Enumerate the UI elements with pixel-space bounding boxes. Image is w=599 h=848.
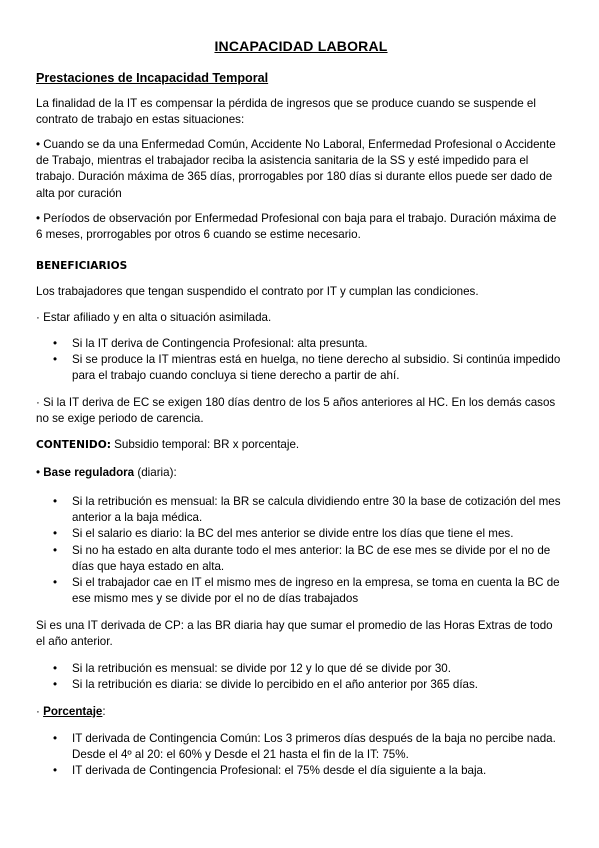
list-item: • Si el salario es diario: la BC del mes anterior se divide entre los días que tiene el mes.: [36, 526, 564, 542]
ec-paragraph: · Si la IT deriva de EC se exigen 180 días dentro de los 5 años anteriores al HC. En los demás casos no se exige periodo de carencia.: [36, 396, 556, 426]
document-title: INCAPACIDAD LABORAL: [214, 38, 388, 54]
list-item: • Si la retribución es mensual: la BR se calcula dividiendo entre 30 la base de cotización del mes anterior a la baja médica.: [36, 494, 564, 526]
section-subtitle: Prestaciones de Incapacidad Temporal: [36, 71, 269, 85]
situation-paragraph-1: • Cuando se da una Enfermedad Común, Accidente No Laboral, Enfermedad Profesional o Accidente de Trabajo, mientras el trabajador reciba la asistencia sanitaria de la SS y esté impedido para el trabajo. Duración máxima de 365 días, prorrogables por 180 días si durante ellos puede ser dado de alta por curación: [36, 138, 556, 200]
list-item: • Si no ha estado en alta durante todo el mes anterior: la BC de ese mes se divide por el no de días que haya estado en alta.: [36, 543, 564, 575]
porcentaje-suffix: :: [102, 705, 106, 718]
intro-paragraph: La finalidad de la IT es compensar la pérdida de ingresos que se produce cuando se suspende el contrato de trabajo en estas situaciones:: [36, 97, 536, 127]
list-item: • Si la retribución es mensual: se divide por 12 y lo que dé se divide por 30.: [36, 661, 564, 677]
afiliado-paragraph: · Estar afiliado y en alta o situación asimilada.: [36, 311, 272, 324]
porcentaje-heading: Porcentaje: [43, 705, 103, 718]
contenido-paragraph: [36, 437, 564, 453]
beneficiarios-list: [36, 336, 564, 385]
porcentaje-line: [36, 704, 564, 720]
cp-list: [36, 661, 564, 693]
list-item: • Si se produce la IT mientras está en huelga, no tiene derecho al subsidio. Si continúa impedido para el trabajo cuando concluya si tiene derecho a partir de ahí.: [36, 352, 564, 384]
contenido-text: Subsidio temporal: BR x porcentaje.: [110, 438, 300, 451]
contenido-heading: CONTENIDO:: [36, 439, 111, 451]
list-item: • IT derivada de Contingencia Común: Los 3 primeros días después de la baja no percibe nada. Desde el 4º al 20: el 60% y Desde el 21 hasta el fin de la IT: 75%.: [36, 731, 564, 763]
base-reguladora-suffix: (diaria):: [134, 466, 177, 479]
list-item: • Si la IT deriva de Contingencia Profesional: alta presunta.: [36, 336, 564, 352]
cp-paragraph: Si es una IT derivada de CP: a las BR diaria hay que sumar el promedio de las Horas Extras de todo el año anterior.: [36, 619, 553, 649]
base-reguladora-heading: Base reguladora: [43, 466, 135, 479]
porcentaje-list: [36, 731, 564, 780]
list-item: • Si la retribución es diaria: se divide lo percibido en el año anterior por 365 días.: [36, 677, 564, 693]
list-item: • IT derivada de Contingencia Profesional: el 75% desde el día siguiente a la baja.: [36, 763, 564, 779]
beneficiarios-heading: BENEFICIARIOS: [36, 260, 128, 272]
bullet: ·: [36, 705, 44, 718]
list-item: • Si el trabajador cae en IT el mismo mes de ingreso en la empresa, se toma en cuenta la BC de ese mismo mes y se divide por el no de días trabajados: [36, 575, 564, 607]
bullet: •: [36, 466, 44, 479]
base-reguladora-line: [36, 465, 564, 481]
situation-paragraph-2: • Períodos de observación por Enfermedad Profesional con baja para el trabajo. Duración máxima de 6 meses, prorrogables por otros 6 cuando se estime necesario.: [36, 212, 557, 242]
beneficiarios-paragraph: Los trabajadores que tengan suspendido el contrato por IT y cumplan las condiciones.: [36, 285, 479, 298]
base-reguladora-list: [36, 494, 564, 607]
